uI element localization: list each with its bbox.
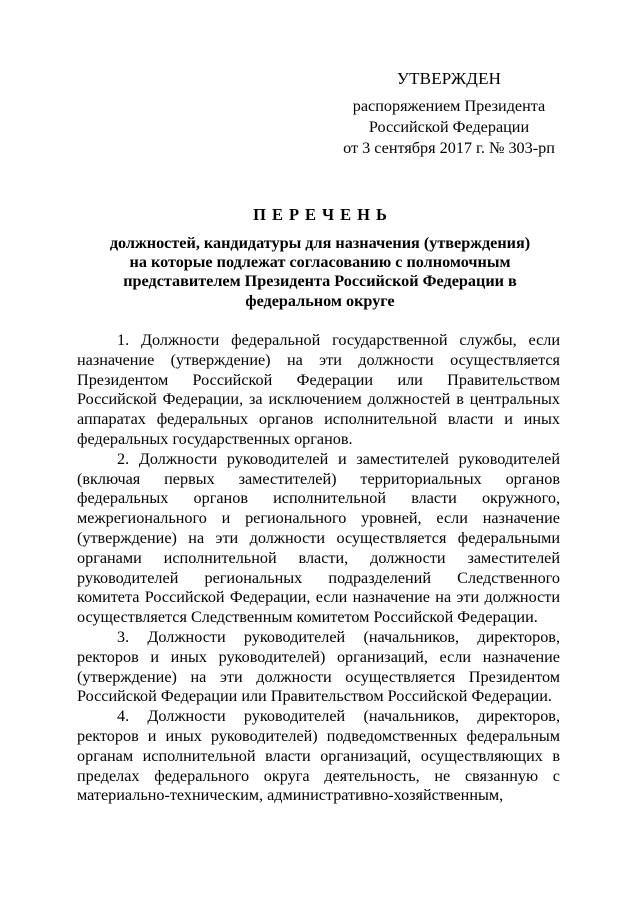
approval-line-1: распоряжением Президента <box>352 97 546 115</box>
list-item-2: 2. Должности руководителей и заместителей руководителей (включая первых заместителей) территориальных органов федеральных органов исполнительной власти окружного, межрегионального и регионального уровней, если назначение (утверждение) на эти должности осуществляется федеральными органами исполнительной власти, должности заместителей руководителей региональных подразделений Следственного комитета Российской Федерации, если назначение на эти должности осуществляется Следственным комитетом Российской Федерации. <box>77 449 560 627</box>
approval-title: УТВЕРЖДЕН <box>396 69 502 88</box>
list-item-1: 1. Должности федеральной государственной службы, если назначение (утверждение) на эти должности осуществляется Президентом Российской Федерации или Правительством Российской Федерации, за исключением должностей в центральных аппаратах федеральных органов исполнительной власти и иных федеральных государственных органов. <box>77 331 560 448</box>
list-item-4: 4. Должности руководителей (начальников, директоров, ректоров и иных руководителей) подведомственных федеральным органам исполнительной власти организаций, осуществляющих в пределах федерального округа деятельность, не связанную с материально-техническим, административно-хозяйственным, <box>77 707 560 805</box>
list-item-3: 3. Должности руководителей (начальников, директоров, ректоров и иных руководителей) организаций, если назначение (утверждение) на эти должности осуществляется Президентом Российской Федерации или Правительством Российской Федерации. <box>77 627 560 706</box>
approval-line-3: от 3 сентября 2017 г. № 303-рп <box>343 139 555 157</box>
document-body <box>77 331 560 806</box>
approval-line-2: Российской Федерации <box>368 118 530 136</box>
document-title: ПЕРЕЧЕНЬ <box>253 205 393 224</box>
document-heading: должностей, кандидатуры для назначения (утверждения) на которые подлежат согласованию с полномочным представителем Президента Российской Федерации в федеральном округе <box>109 234 531 310</box>
